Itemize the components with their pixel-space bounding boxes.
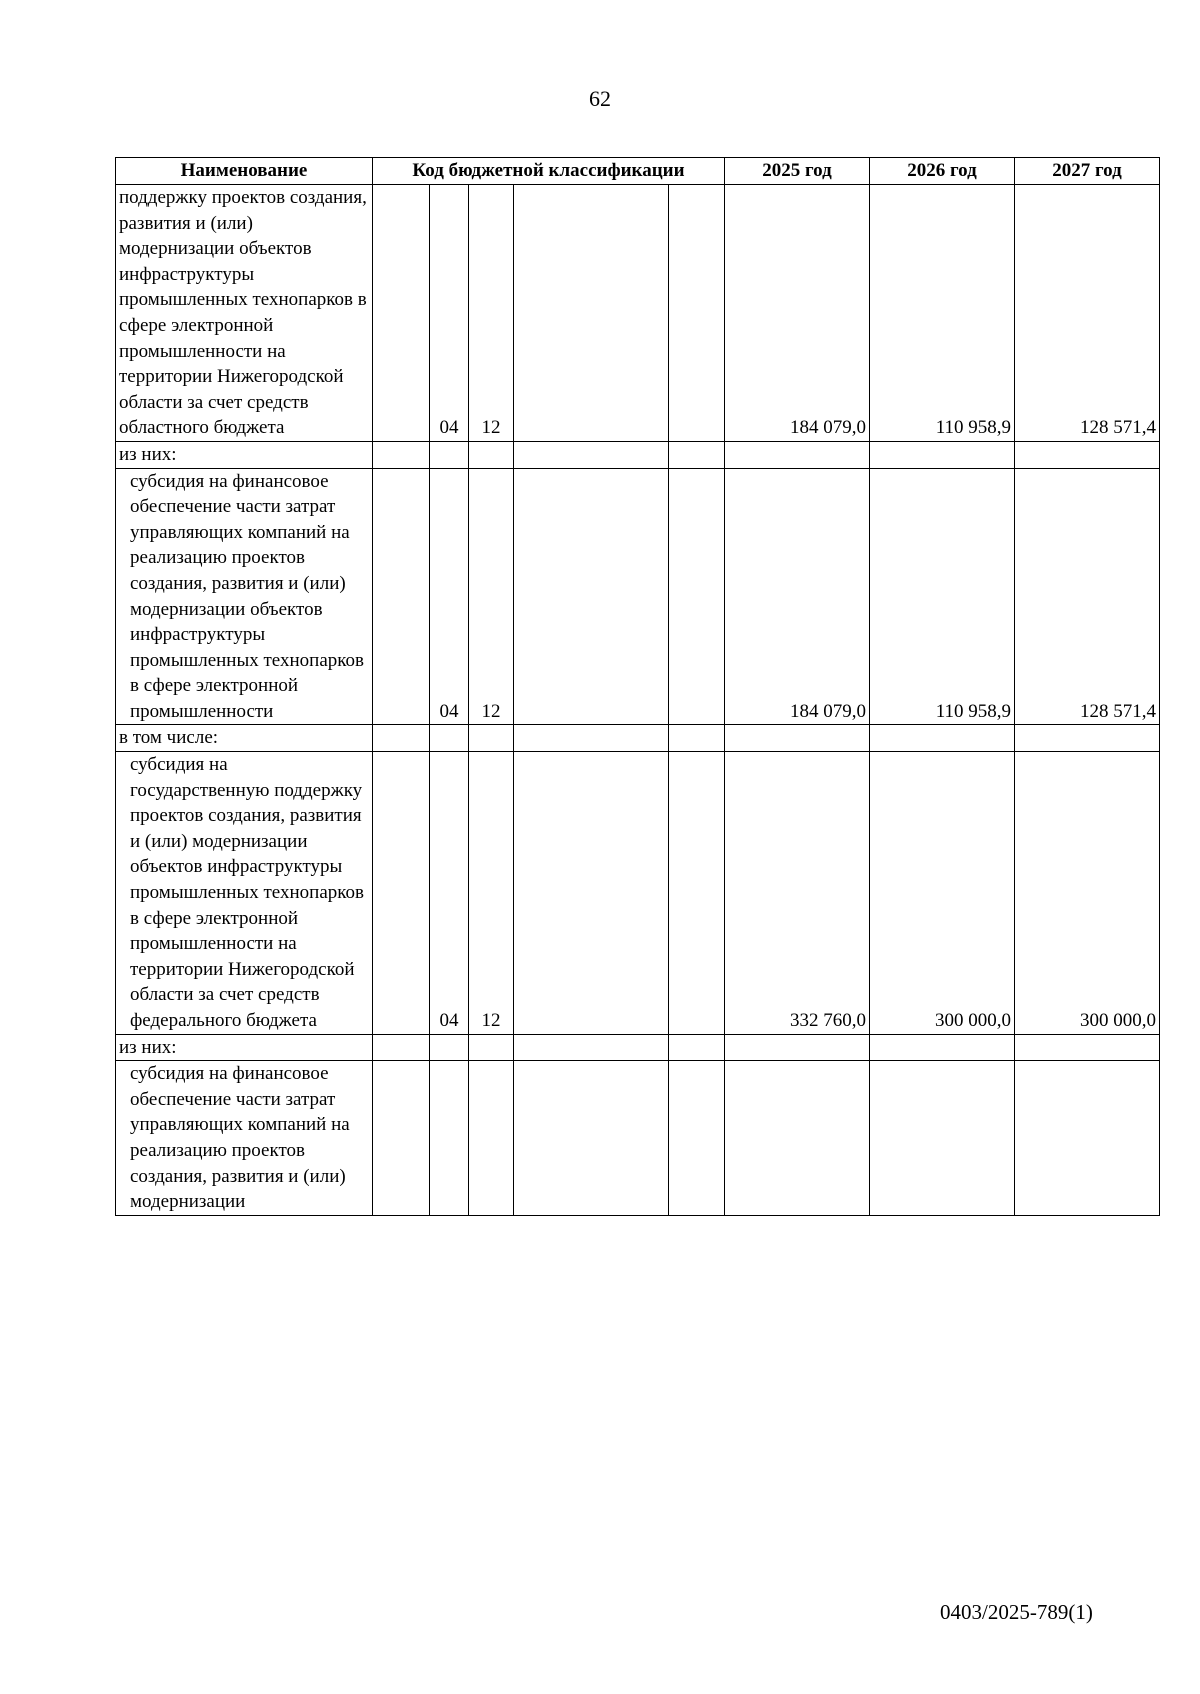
- value-2026: [870, 725, 1015, 752]
- table-row: [116, 441, 1160, 468]
- code-cell-3: 12: [469, 752, 514, 1035]
- header-budget-code: Код бюджетной классификации: [373, 158, 725, 185]
- value-2026: [870, 1034, 1015, 1061]
- row-name: из них:: [116, 1034, 373, 1061]
- header-2027: 2027 год: [1015, 158, 1160, 185]
- code-cell-5: [669, 468, 725, 725]
- code-cell-2: 04: [430, 185, 469, 442]
- code-cell-2: [430, 725, 469, 752]
- table-row: [116, 468, 1160, 725]
- value-2027: [1015, 725, 1160, 752]
- row-name: в том числе:: [116, 725, 373, 752]
- code-cell-3: [469, 441, 514, 468]
- value-2025: [725, 725, 870, 752]
- header-2025: 2025 год: [725, 158, 870, 185]
- code-cell-5: [669, 1034, 725, 1061]
- value-2026: [870, 1061, 1015, 1216]
- code-cell-1: [373, 1061, 430, 1216]
- code-cell-1: [373, 1034, 430, 1061]
- value-2025: 184 079,0: [725, 185, 870, 442]
- code-cell-2: [430, 441, 469, 468]
- value-2026: [870, 441, 1015, 468]
- code-cell-1: [373, 441, 430, 468]
- row-name: поддержку проектов создания, развития и (или) модернизации объектов инфраструктуры промышленных технопарков в сфере электронной промышленности на территории Нижегородской области за счет средств областного бюджета: [116, 185, 373, 442]
- code-cell-3: [469, 1061, 514, 1216]
- code-cell-4: [514, 752, 669, 1035]
- budget-table: [115, 157, 1160, 1216]
- row-name: субсидия на финансовое обеспечение части затрат управляющих компаний на реализацию проектов создания, развития и (или) модернизации объектов инфраструктуры промышленных технопарков в сфере электронной промышленности: [116, 468, 373, 725]
- value-2026: 110 958,9: [870, 468, 1015, 725]
- page-number: 62: [589, 86, 611, 111]
- code-cell-2: [430, 1061, 469, 1216]
- code-cell-4: [514, 1061, 669, 1216]
- code-cell-2: [430, 1034, 469, 1061]
- row-name: из них:: [116, 441, 373, 468]
- row-name: субсидия на государственную поддержку проектов создания, развития и (или) модернизации объектов инфраструктуры промышленных технопарков в сфере электронной промышленности на территории Нижегородской области за счет средств федерального бюджета: [116, 752, 373, 1035]
- code-cell-1: [373, 468, 430, 725]
- code-cell-4: [514, 185, 669, 442]
- value-2025: 184 079,0: [725, 468, 870, 725]
- code-cell-2: 04: [430, 752, 469, 1035]
- code-cell-4: [514, 468, 669, 725]
- value-2025: [725, 1034, 870, 1061]
- row-name: субсидия на финансовое обеспечение части затрат управляющих компаний на реализацию проектов создания, развития и (или) модернизации: [116, 1061, 373, 1216]
- table-row: [116, 1034, 1160, 1061]
- code-cell-4: [514, 441, 669, 468]
- code-cell-5: [669, 185, 725, 442]
- table-row: [116, 1061, 1160, 1216]
- code-cell-3: 12: [469, 185, 514, 442]
- value-2025: [725, 1061, 870, 1216]
- value-2027: 128 571,4: [1015, 185, 1160, 442]
- code-cell-4: [514, 1034, 669, 1061]
- header-name: Наименование: [116, 158, 373, 185]
- code-cell-1: [373, 185, 430, 442]
- value-2025: 332 760,0: [725, 752, 870, 1035]
- code-cell-1: [373, 752, 430, 1035]
- table-row: [116, 185, 1160, 442]
- value-2027: [1015, 1061, 1160, 1216]
- value-2026: 300 000,0: [870, 752, 1015, 1035]
- code-cell-4: [514, 725, 669, 752]
- code-cell-5: [669, 441, 725, 468]
- table-row: [116, 752, 1160, 1035]
- value-2027: 300 000,0: [1015, 752, 1160, 1035]
- document-code: 0403/2025-789(1): [940, 1600, 1093, 1624]
- code-cell-1: [373, 725, 430, 752]
- code-cell-2: 04: [430, 468, 469, 725]
- table-row: [116, 725, 1160, 752]
- value-2027: 128 571,4: [1015, 468, 1160, 725]
- code-cell-3: [469, 1034, 514, 1061]
- value-2027: [1015, 1034, 1160, 1061]
- code-cell-5: [669, 725, 725, 752]
- code-cell-5: [669, 752, 725, 1035]
- value-2025: [725, 441, 870, 468]
- value-2027: [1015, 441, 1160, 468]
- value-2026: 110 958,9: [870, 185, 1015, 442]
- code-cell-3: 12: [469, 468, 514, 725]
- code-cell-5: [669, 1061, 725, 1216]
- code-cell-3: [469, 725, 514, 752]
- header-2026: 2026 год: [870, 158, 1015, 185]
- table-header-row: [116, 158, 1160, 185]
